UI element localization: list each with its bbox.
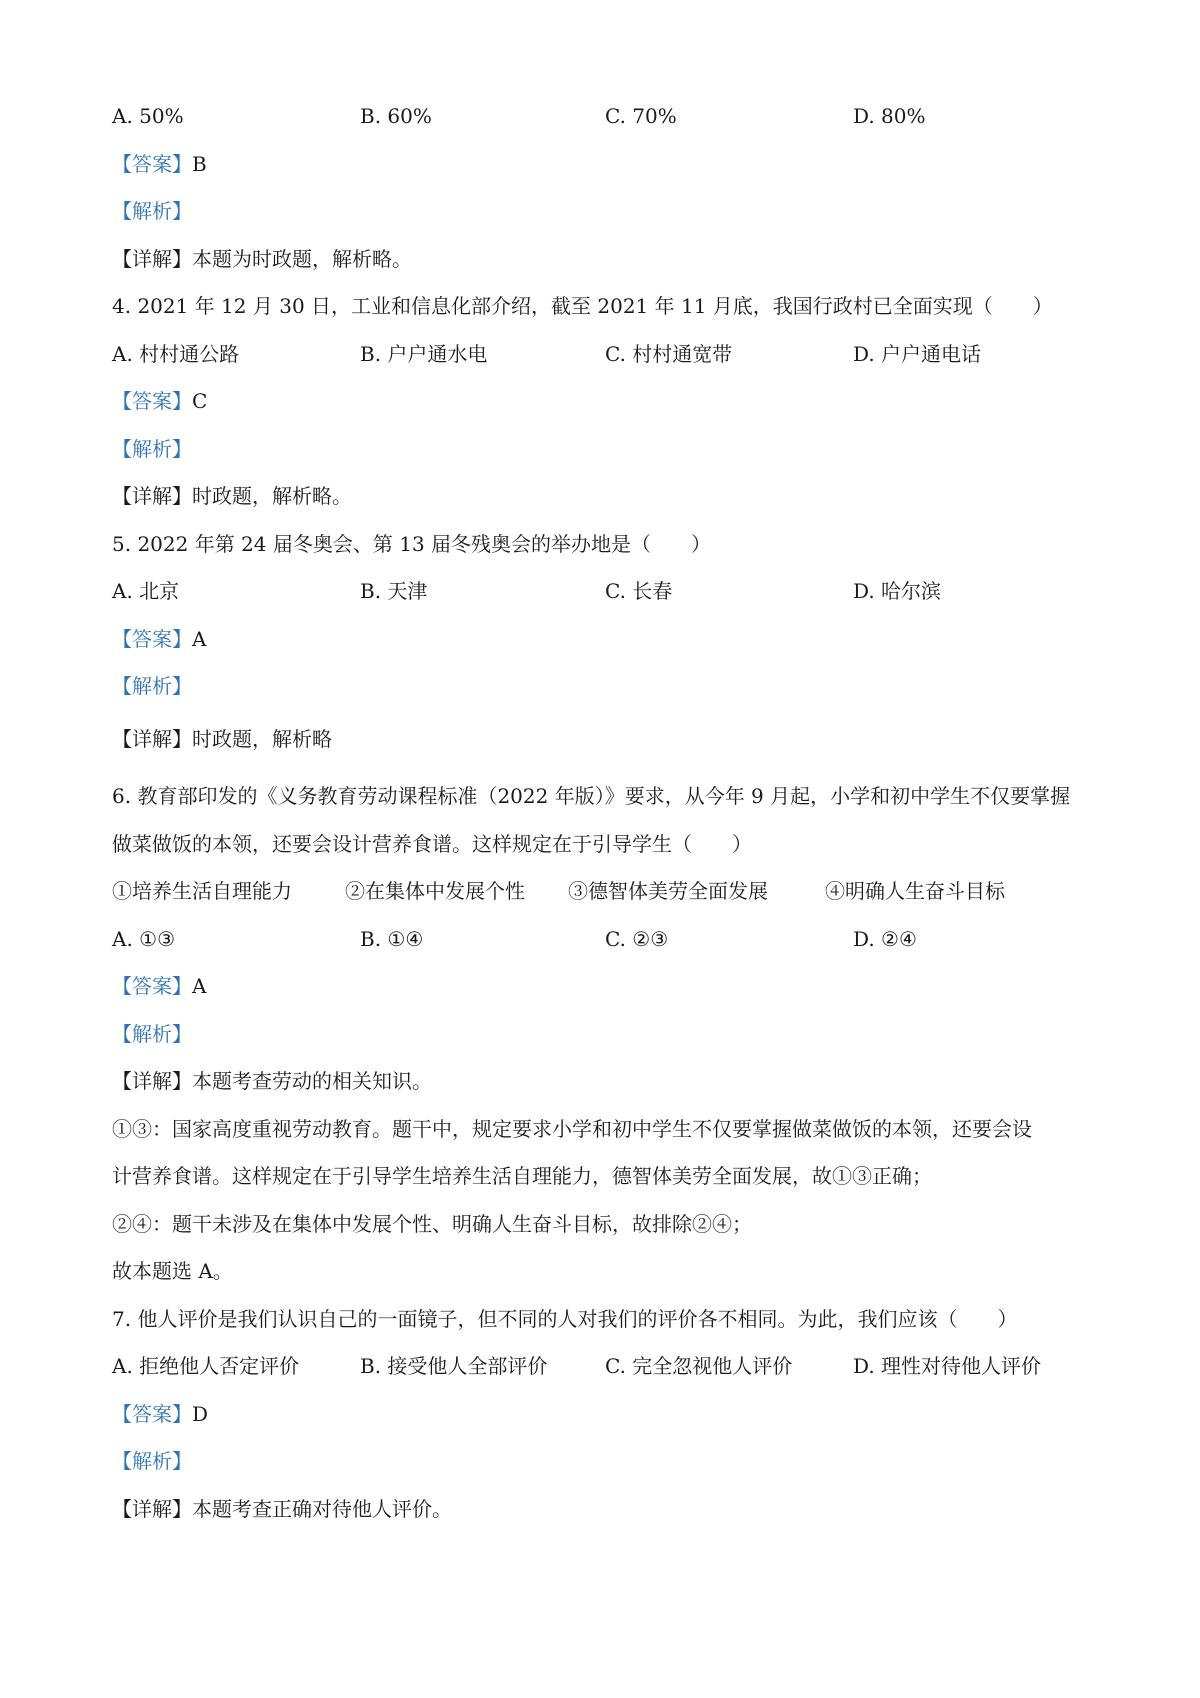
answer-tag: 【答案】 [112,974,192,998]
q6-explanation-1: ①③：国家高度重视劳动教育。题干中，规定要求小学和初中学生不仅要掌握做菜做饭的本领，还要会设 [112,1117,1032,1141]
answer-tag: 【答案】 [112,152,192,176]
analysis-tag: 【解析】 [112,199,192,223]
q4-option-b: B. 户户通水电 [360,342,488,366]
q7-option-a: A. 拒绝他人否定评价 [112,1354,300,1378]
q6-choice-3: ③德智体美劳全面发展 [568,879,768,903]
analysis-tag: 【解析】 [112,1022,192,1046]
q3-option-a: A. 50% [112,104,184,128]
q6-option-b: B. ①④ [360,927,424,951]
q6-explanation-3: ②④：题干未涉及在集体中发展个性、明确人生奋斗目标，故排除②④； [112,1212,752,1236]
detail-tag: 【详解】 [112,1069,192,1093]
q5-analysis [112,672,1112,700]
detail-tag: 【详解】 [112,484,192,508]
q5-option-c: C. 长春 [605,579,673,603]
q3-option-c: C. 70% [605,104,677,128]
q5-option-a: A. 北京 [112,579,180,603]
q3-option-b: B. 60% [360,104,432,128]
q6-explanation-2: 计营养食谱。这样规定在于引导学生培养生活自理能力，德智体美劳全面发展，故①③正确； [112,1164,932,1188]
detail-text: 本题考查劳动的相关知识。 [192,1069,432,1093]
q7-analysis [112,1447,1112,1475]
q5-answer [112,625,1112,653]
detail-text: 时政题，解析略 [192,727,332,751]
q6-answer [112,972,1112,1000]
q6-option-c: C. ②③ [605,927,669,951]
answer-value: B [192,152,207,176]
q3-detail [112,245,1112,273]
q4-option-d: D. 户户通电话 [853,342,982,366]
q6-stem-line2: 做菜做饭的本领，还要会设计营养食谱。这样规定在于引导学生（ ） [112,832,752,856]
q7-stem: 7. 他人评价是我们认识自己的一面镜子，但不同的人对我们的评价各不相同。为此，我们应该（ ） [112,1307,1018,1331]
q7-option-b: B. 接受他人全部评价 [360,1354,548,1378]
answer-tag: 【答案】 [112,389,192,413]
q6-choice-2: ②在集体中发展个性 [345,879,525,903]
q4-analysis [112,435,1112,463]
answer-value: C [192,389,208,413]
q7-option-d: D. 理性对待他人评价 [853,1354,1042,1378]
answer-value: A [192,627,207,651]
q4-option-c: C. 村村通宽带 [605,342,733,366]
q5-detail [112,725,1112,753]
q6-analysis [112,1020,1112,1048]
detail-tag: 【详解】 [112,1497,192,1521]
q3-answer [112,150,1112,178]
answer-value: D [192,1402,209,1426]
analysis-tag: 【解析】 [112,437,192,461]
q6-option-d: D. ②④ [853,927,917,951]
detail-text: 本题为时政题，解析略。 [192,247,412,271]
detail-text: 时政题，解析略。 [192,484,352,508]
detail-tag: 【详解】 [112,247,192,271]
answer-value: A [192,974,207,998]
detail-tag: 【详解】 [112,727,192,751]
q6-choice-1: ①培养生活自理能力 [112,879,292,903]
q3-analysis [112,197,1112,225]
q4-option-a: A. 村村通公路 [112,342,240,366]
q4-answer [112,387,1112,415]
q6-explanation-4: 故本题选 A。 [112,1259,233,1283]
answer-tag: 【答案】 [112,627,192,651]
analysis-tag: 【解析】 [112,674,192,698]
q4-stem: 4. 2021 年 12 月 30 日，工业和信息化部介绍，截至 2021 年 11 月底，我国行政村已全面实现（ ） [112,294,1053,318]
q7-answer [112,1400,1112,1428]
q3-option-d: D. 80% [853,104,926,128]
detail-text: 本题考查正确对待他人评价。 [192,1497,452,1521]
q7-detail [112,1495,1112,1523]
q6-detail [112,1067,1112,1095]
q7-option-c: C. 完全忽视他人评价 [605,1354,793,1378]
q5-option-b: B. 天津 [360,579,428,603]
answer-tag: 【答案】 [112,1402,192,1426]
q4-detail [112,482,1112,510]
q5-option-d: D. 哈尔滨 [853,579,942,603]
q6-choice-4: ④明确人生奋斗目标 [825,879,1005,903]
q5-stem: 5. 2022 年第 24 届冬奥会、第 13 届冬残奥会的举办地是（ ） [112,532,712,556]
q6-stem-line1: 6. 教育部印发的《义务教育劳动课程标准（2022 年版）》要求，从今年 9 月起，小学和初中学生不仅要掌握 [112,784,1071,808]
analysis-tag: 【解析】 [112,1449,192,1473]
q6-option-a: A. ①③ [112,927,176,951]
